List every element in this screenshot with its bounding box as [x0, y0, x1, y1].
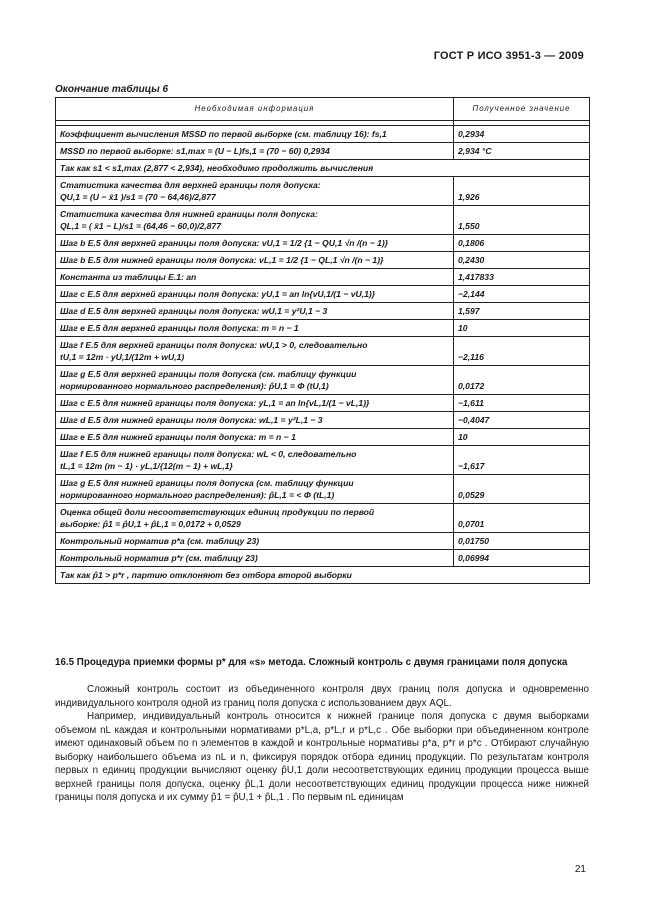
value-cell: 0,2934 [454, 126, 590, 143]
page-number: 21 [574, 864, 586, 875]
info-text: Шаг g E.5 для нижней границы поля допуска (см. таблицу функции [60, 478, 354, 488]
value-cell: 10 [454, 320, 590, 337]
paragraph: Например, индивидуальный контроль относится к нижней границе поля допуска с двумя выборками объемом nL каждая и контрольными нормативами p*L,a, p*L,r и p*L,c . Обе выборки при объединенном контроле имеют одинаковый объем по n элементов в каждой и контрольные нормативы p*a, p*r и p*c . Отбирают случайную выборку наибольшего объема из nL и n, фиксируя порядок отбора единиц продукции. По результатам контроля первых n единиц продукции вычисляют оценку p̂U,1 доли несоответствующих единиц продукции процесса выше верхней границы поля допуска, оценку p̂L,1 доли несоответствующих единиц продукции процесса ниже нижней границы поля допуска и их сумму p̂1 = p̂U,1 + p̂L,1 . По первым nL единицам [55, 711, 589, 803]
info-text: MSSD по первой выборке: s1,max = (U − L)fs,1 = (70 − 60) 0,2934 [60, 146, 330, 156]
info-text: Шаг f E.5 для верхней границы поля допуска: wU,1 > 0, следовательно [60, 340, 368, 350]
paragraph: Сложный контроль состоит из объединенного контроля двух границ поля допуска и одновременно индивидуального контроля одной из границ поля допуска с использованием двух AQL. [55, 684, 589, 709]
info-text: Шаг b E.5 для верхней границы поля допуска: vU,1 = 1/2 {1 − QU,1 √n /(n − 1)} [60, 238, 389, 248]
table-row [56, 475, 590, 504]
info-text: Статистика качества для верхней границы поля допуска: [60, 180, 321, 190]
table-row [56, 533, 590, 550]
value-cell: 10 [454, 429, 590, 446]
col-header-value: Полученное значение [454, 98, 590, 121]
info-cell [56, 143, 454, 160]
table-row [56, 143, 590, 160]
info-text: Шаг b E.5 для нижней границы поля допуска: vL,1 = 1/2 {1 − QL,1 √n /(n − 1)} [60, 255, 384, 265]
info-text: Контрольный норматив p*r (см. таблицу 23) [60, 553, 258, 563]
value-cell: 1,597 [454, 303, 590, 320]
value-cell: −1,617 [454, 446, 590, 475]
info-cell [56, 395, 454, 412]
info-cell [56, 446, 454, 475]
info-cell [56, 126, 454, 143]
table-row [56, 395, 590, 412]
value-cell: 1,417833 [454, 269, 590, 286]
info-text: Шаг f E.5 для нижней границы поля допуска: wL < 0, следовательно [60, 449, 357, 459]
table-row [56, 567, 590, 584]
info-text: Оценка общей доли несоответствующих единиц продукции по первой [60, 507, 375, 517]
value-cell: 2,934 °С [454, 143, 590, 160]
table-row [56, 504, 590, 533]
table-row [56, 126, 590, 143]
section-title: 16.5 Процедура приемки формы p* для «s» метода. Сложный контроль с двумя границами поля допуска [55, 657, 568, 668]
table-row [56, 429, 590, 446]
col-header-info: Необходимая информация [56, 98, 454, 121]
value-cell: 0,0172 [454, 366, 590, 395]
info-cell [56, 533, 454, 550]
info-cell [56, 235, 454, 252]
info-text: Коэффициент вычисления MSSD по первой выборке (см. таблицу 16): fs,1 [60, 129, 387, 139]
info-cell [56, 286, 454, 303]
value-cell: 0,0529 [454, 475, 590, 504]
info-text: Шаг d E.5 для верхней границы поля допуска: wU,1 = y²U,1 − 3 [60, 306, 328, 316]
info-cell [56, 429, 454, 446]
table-row [56, 337, 590, 366]
table-caption: Окончание таблицы 6 [55, 84, 169, 95]
info-cell [56, 550, 454, 567]
info-cell [56, 412, 454, 429]
table-row [56, 160, 590, 177]
table-row [56, 366, 590, 395]
value-cell: 0,1806 [454, 235, 590, 252]
info-cell [56, 177, 454, 206]
value-cell: 0,2430 [454, 252, 590, 269]
data-table [55, 97, 590, 584]
info-cell [56, 160, 590, 177]
info-text-line2: tL,1 = 12m (m − 1) · yL,1/{12(m − 1) + wL,1} [60, 461, 233, 471]
document-id: ГОСТ Р ИСО 3951-3 — 2009 [433, 50, 584, 62]
info-text: Шаг c E.5 для верхней границы поля допуска: yU,1 = an ln{vU,1/(1 − vU,1)} [60, 289, 376, 299]
info-text: Контрольный норматив p*a (см. таблицу 23) [60, 536, 260, 546]
info-cell [56, 475, 454, 504]
value-cell: −0,4047 [454, 412, 590, 429]
table-row [56, 269, 590, 286]
table-row [56, 252, 590, 269]
table-row [56, 412, 590, 429]
info-cell [56, 269, 454, 286]
table-row [56, 320, 590, 337]
value-cell: 0,06994 [454, 550, 590, 567]
table-row [56, 550, 590, 567]
info-text: Шаг e E.5 для верхней границы поля допуска: m = n − 1 [60, 323, 299, 333]
info-cell [56, 567, 590, 584]
info-text: Так как p̂1 > p*r , партию отклоняют без отбора второй выборки [60, 570, 352, 580]
info-text: Так как s1 < s1,max (2,877 < 2,934), необходимо продолжить вычисления [60, 163, 374, 173]
info-cell [56, 320, 454, 337]
value-cell: 1,550 [454, 206, 590, 235]
value-cell: −2,116 [454, 337, 590, 366]
info-text-line2: QU,1 = (U − x̄1 )/s1 = (70 − 64,46)/2,877 [60, 192, 216, 202]
info-text: Константа из таблицы E.1: an [60, 272, 197, 282]
table-row [56, 446, 590, 475]
info-cell [56, 252, 454, 269]
info-text: Шаг g E.5 для верхней границы поля допуска (см. таблицу функции [60, 369, 357, 379]
value-cell: 0,0701 [454, 504, 590, 533]
info-text-line2: tU,1 = 12m · yU,1/(12m + wU,1) [60, 352, 185, 362]
value-cell: 1,926 [454, 177, 590, 206]
table-row [56, 303, 590, 320]
info-text: Шаг d E.5 для нижней границы поля допуска: wL,1 = y²L,1 − 3 [60, 415, 323, 425]
value-cell: 0,01750 [454, 533, 590, 550]
info-cell [56, 366, 454, 395]
info-text: Статистика качества для нижней границы поля допуска: [60, 209, 318, 219]
table-row [56, 286, 590, 303]
info-text-line2: нормированного нормального распределения): p̂L,1 = < Φ (tL,1) [60, 490, 335, 500]
info-text: Шаг c E.5 для нижней границы поля допуска: yL,1 = an ln{vL,1/(1 − vL,1)} [60, 398, 370, 408]
info-cell [56, 206, 454, 235]
value-cell: −2,144 [454, 286, 590, 303]
table-row [56, 235, 590, 252]
info-text-line2: выборке: p̂1 = p̂U,1 + p̂L,1 = 0,0172 + 0,0529 [60, 519, 241, 529]
info-cell [56, 504, 454, 533]
info-cell [56, 337, 454, 366]
section-body [55, 683, 589, 805]
value-cell: −1,611 [454, 395, 590, 412]
info-text: Шаг e E.5 для нижней границы поля допуска: m = n − 1 [60, 432, 296, 442]
info-text-line2: нормированного нормального распределения): p̂U,1 = Φ (tU,1) [60, 381, 329, 391]
table-row [56, 177, 590, 206]
info-text-line2: QL,1 = ( x̄1 − L)/s1 = (64,46 − 60,0)/2,877 [60, 221, 221, 231]
info-cell [56, 303, 454, 320]
table-row [56, 206, 590, 235]
